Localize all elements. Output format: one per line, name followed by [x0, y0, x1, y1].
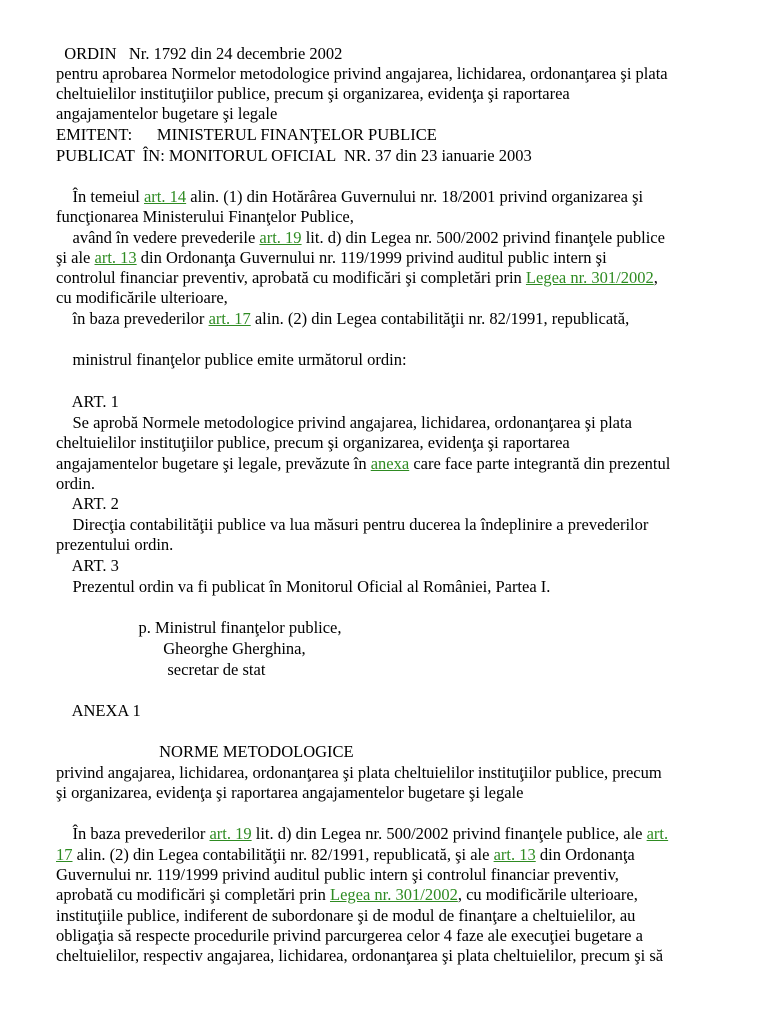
article-text-line: prezentului ordin. — [56, 535, 174, 554]
link-art-19[interactable]: art. 19 — [259, 228, 302, 247]
link-legea-301-2002[interactable]: Legea nr. 301/2002 — [329, 885, 458, 904]
norms-title: NORME METODOLOGICE — [56, 742, 354, 761]
signature-line: Gheorghe Gherghina, — [56, 639, 306, 658]
signature-line: secretar de stat — [56, 660, 266, 679]
annex-paragraph-line — [56, 885, 638, 905]
annex-paragraph-line: obligaţia să respecte procedurile privind parcurgerea celor 4 faze ale execuţiei bugetare a — [56, 926, 643, 945]
link-art-17[interactable]: art. 17 — [208, 309, 251, 328]
link-art-14[interactable]: art. 14 — [143, 187, 187, 206]
order-subject-line: cheltuielilor instituţiilor publice, precum şi organizarea, evidenţa şi raportarea — [56, 84, 570, 103]
link-anexa[interactable]: anexa — [370, 454, 410, 473]
annex-paragraph-line: instituţiile publice, indiferent de subordonare şi de modul de finanţare a cheltuielilor, au — [56, 906, 636, 925]
text-run: lit. d) din Legea nr. 500/2002 privind finanţele publice — [301, 228, 665, 247]
text-run: alin. (2) din Legea contabilităţii nr. 82/1991, republicată, — [250, 309, 630, 328]
article-text-line: ordin. — [56, 474, 95, 493]
norms-subtitle-line: privind angajarea, lichidarea, ordonanţarea şi plata cheltuielilor instituţiilor publice, precum — [56, 763, 662, 782]
annex-paragraph-line — [56, 845, 635, 865]
preamble-paragraph-line: ministrul finanţelor publice emite următorul ordin: — [56, 350, 407, 369]
link-legea-301-2002[interactable]: Legea nr. 301/2002 — [525, 268, 654, 287]
text-run: în baza prevederilor — [56, 309, 209, 328]
order-subject-line: angajamentelor bugetare şi legale — [56, 104, 278, 123]
preamble-paragraph-line — [56, 309, 629, 329]
preamble-paragraph-line — [56, 228, 665, 248]
text-run: În temeiul — [56, 187, 144, 206]
annex-paragraph-line: cheltuielilor, respectiv angajarea, lichidarea, ordonanţarea şi plata cheltuielilor, precum şi să — [56, 946, 664, 965]
norms-subtitle-line: şi organizarea, evidenţa şi raportarea angajamentelor bugetare şi legale — [56, 783, 524, 802]
link-art-17[interactable]: 17 — [56, 845, 73, 864]
preamble-paragraph-line — [56, 248, 607, 268]
annex-heading: ANEXA 1 — [56, 701, 141, 720]
article-text-line: Prezentul ordin va fi publicat în Monitorul Oficial al României, Partea I. — [56, 577, 551, 596]
text-run: din Ordonanţa — [535, 845, 635, 864]
link-art-13[interactable]: art. 13 — [493, 845, 536, 864]
text-run: , cu modificările ulterioare, — [457, 885, 638, 904]
article-heading: ART. 3 — [56, 556, 119, 575]
article-text-line: Se aprobă Normele metodologice privind angajarea, lichidarea, ordonanţarea şi plata — [56, 413, 632, 432]
text-run: , — [653, 268, 658, 287]
text-run: aprobată cu modificări şi completări prin — [56, 885, 330, 904]
order-subject-line: pentru aprobarea Normelor metodologice privind angajarea, lichidarea, ordonanţarea şi plata — [56, 64, 668, 83]
preamble-paragraph-line — [56, 268, 658, 288]
link-art-19[interactable]: art. 19 — [209, 824, 252, 843]
article-text-line: cheltuielilor instituţiilor publice, precum şi organizarea, evidenţa şi raportarea — [56, 433, 570, 452]
text-run: angajamentelor bugetare şi legale, prevăzute în — [56, 454, 371, 473]
text-run: care face parte integrantă din prezentul — [409, 454, 671, 473]
article-heading: ART. 1 — [56, 392, 119, 411]
article-text-line — [56, 454, 670, 474]
publicat-line: PUBLICAT ÎN: MONITORUL OFICIAL NR. 37 din 23 ianuarie 2003 — [56, 146, 532, 165]
article-text-line: Direcţia contabilităţii publice va lua măsuri pentru ducerea la îndeplinire a prevederilor — [56, 515, 649, 534]
text-run: şi ale — [56, 248, 95, 267]
preamble-paragraph-line: funcţionarea Ministerului Finanţelor Publice, — [56, 207, 354, 226]
text-run: alin. (2) din Legea contabilităţii nr. 82/1991, republicată, şi ale — [72, 845, 494, 864]
annex-paragraph-line: Guvernului nr. 119/1999 privind auditul public intern şi controlul financiar preventiv, — [56, 865, 619, 884]
text-run: din Ordonanţa Guvernului nr. 119/1999 privind auditul public intern şi — [136, 248, 607, 267]
order-title: ORDIN Nr. 1792 din 24 decembrie 2002 — [56, 44, 343, 63]
text-run: alin. (1) din Hotărârea Guvernului nr. 18/2001 privind organizarea şi — [186, 187, 644, 206]
annex-paragraph-line — [56, 824, 668, 844]
emitent-line: EMITENT: MINISTERUL FINANŢELOR PUBLICE — [56, 125, 437, 144]
preamble-paragraph-line: cu modificările ulterioare, — [56, 288, 228, 307]
text-run: În baza prevederilor — [56, 824, 210, 843]
link-art-13[interactable]: art. 13 — [94, 248, 137, 267]
link-art-17[interactable]: art. — [646, 824, 669, 843]
article-heading: ART. 2 — [56, 494, 119, 513]
preamble-paragraph-line — [56, 187, 643, 207]
text-run: având în vedere prevederile — [56, 228, 260, 247]
text-run: lit. d) din Legea nr. 500/2002 privind finanţele publice, ale — [251, 824, 647, 843]
signature-line: p. Ministrul finanţelor publice, — [56, 618, 342, 637]
text-run: controlul financiar preventiv, aprobată cu modificări şi completări prin — [56, 268, 526, 287]
